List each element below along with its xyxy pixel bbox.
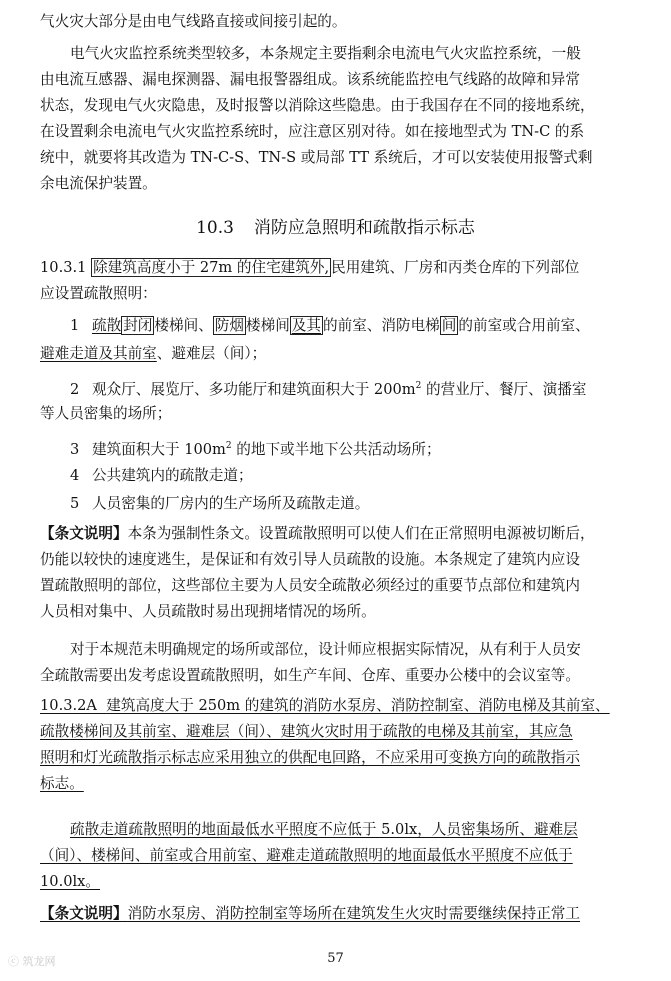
clause-line: 照明和灯光疏散指示标志应采用独立的供配电回路，不应采用可变换方向的疏散指示 xyxy=(40,749,580,766)
section-heading xyxy=(0,218,671,238)
top-line: 气火灾大部分是由电气线路直接或间接引起的。 xyxy=(40,13,347,30)
explanation-line xyxy=(40,904,630,924)
boxed-text: 及其 xyxy=(291,317,321,334)
item-text: 公共建筑内的疏散走道； xyxy=(92,467,253,484)
underlined-text: 及其前室 xyxy=(98,345,157,362)
item-number: 5 xyxy=(70,495,80,512)
paragraph-line: 全疏散需要出发考虑设置疏散照明，如生产车间、仓库、重要办公楼中的会议室等。 xyxy=(40,667,580,684)
paragraph-line: 10.0lx。 xyxy=(40,873,100,890)
paragraph-line: 对于本规范未明确规定的场所或部位，设计师应根据实际情况，从有利于人员安 xyxy=(70,641,581,658)
paragraph-line: （间）、楼梯间、前室或合用前室、避难走道疏散照明的地面最低水平照度不应低于 xyxy=(40,847,573,864)
explanation-line: 人员相对集中、人员疏散时易出现拥堵情况的场所。 xyxy=(40,603,376,620)
clause-line: 应设置疏散照明： xyxy=(40,285,157,302)
paragraph-line: 电气火灾监控系统类型较多，本条规定主要指剩余电流电气火灾监控系统，一般 xyxy=(70,45,581,62)
explanation-line xyxy=(40,524,630,544)
list-item xyxy=(70,494,660,514)
explanation-line: 置疏散照明的部位，这些部位主要为人员安全疏散必须经过的重要节点部位和建筑内 xyxy=(40,577,580,594)
clause-line xyxy=(40,696,630,716)
item-text: 楼梯间、 xyxy=(154,317,213,334)
item-number: 3 xyxy=(70,440,80,458)
explanation-tag: 【条文说明】 xyxy=(40,525,128,542)
clause-text: 建筑高度大于 250m 的建筑的消防水泵房、消防控制室、消防电梯及其前室、 xyxy=(106,697,610,714)
paragraph-line: 由电流互感器、漏电探测器、漏电报警器组成。该系统能监控电气线路的故障和异常 xyxy=(40,71,580,88)
explanation-line: 仍能以较快的速度逃生，是保证和有效引导人员疏散的设施。本条规定了建筑内应设 xyxy=(40,551,580,568)
clause-line: 疏散楼梯间及其前室、避难层（间）、建筑火灾时用于疏散的电梯及其前室，其应急 xyxy=(40,723,573,740)
list-item xyxy=(70,436,660,460)
clause-number: 10.3.2A xyxy=(40,697,97,714)
list-item-continuation xyxy=(40,344,630,364)
underlined-text: 避难走道 xyxy=(40,345,99,362)
item-text: 的营业厅、餐厅、演播室 xyxy=(421,380,587,398)
watermark: ⓒ 筑龙网 xyxy=(8,955,56,968)
list-item xyxy=(70,376,660,400)
boxed-text: 防烟 xyxy=(214,317,244,334)
paragraph-line: 疏散走道疏散照明的地面最低水平照度不应低于 5.0lx，人员密集场所、避难层 xyxy=(70,821,578,838)
clause-line: 标志。 xyxy=(40,775,84,792)
item-text: 的前室、消防电梯 xyxy=(323,317,440,334)
item-text: 的地下或半地下公共活动场所； xyxy=(231,440,441,458)
superscript: 2 xyxy=(415,381,422,391)
list-item xyxy=(70,466,660,486)
paragraph-line: 在设置剩余电流电气火灾监控系统时，应注意区别对待。如在接地型式为 TN-C 的系 xyxy=(40,123,585,140)
superscript: 2 xyxy=(225,441,232,451)
paragraph-line: 余电流保护装置。 xyxy=(40,175,157,192)
item-text: 的前室或合用前室、 xyxy=(458,317,590,334)
boxed-text: 间 xyxy=(441,317,457,334)
item-text: 、避难层（间）； xyxy=(156,345,267,362)
item-text: 建筑面积大于 100m xyxy=(92,440,226,458)
section-number: 10.3 xyxy=(196,218,234,238)
item-number: 4 xyxy=(70,467,80,484)
explanation-text: 本条为强制性条文。设置疏散照明可以使人们在正常照明电源被切断后， xyxy=(127,525,595,542)
page-number: 57 xyxy=(327,951,344,966)
item-text: 人员密集的厂房内的生产场所及疏散走道。 xyxy=(92,495,370,512)
item-number: 1 xyxy=(70,317,80,334)
clause-number: 10.3.1 xyxy=(40,259,87,276)
paragraph-line: 状态，发现电气火灾隐患，及时报警以消除这些隐患。由于我国存在不同的接地系统， xyxy=(40,97,595,114)
clause-line xyxy=(40,258,630,278)
list-item xyxy=(70,316,660,336)
item-number: 2 xyxy=(70,380,80,398)
item-text: 观众厅、展览厅、多功能厅和建筑面积大于 200m xyxy=(92,380,416,398)
clause-text: 民用建筑、厂房和丙类仓库的下列部位 xyxy=(331,259,580,276)
item-text: 楼梯间 xyxy=(246,317,290,334)
explanation-tag: 【条文说明】 xyxy=(40,905,128,922)
list-item-continuation: 等人员密集的场所； xyxy=(40,405,172,422)
underlined-text: 疏散 xyxy=(92,317,122,334)
boxed-text: 封闭 xyxy=(123,317,153,334)
explanation-text: 消防水泵房、消防控制室等场所在建筑发生火灾时需要继续保持正常工 xyxy=(127,905,580,922)
boxed-text: 除建筑高度小于 27m 的住宅建筑外, xyxy=(93,259,330,276)
section-title: 消防应急照明和疏散指示标志 xyxy=(253,218,475,238)
paragraph-line: 统中，就要将其改造为 TN-C-S、TN-S 或局部 TT 系统后，才可以安装使用报警式剩 xyxy=(40,149,593,166)
